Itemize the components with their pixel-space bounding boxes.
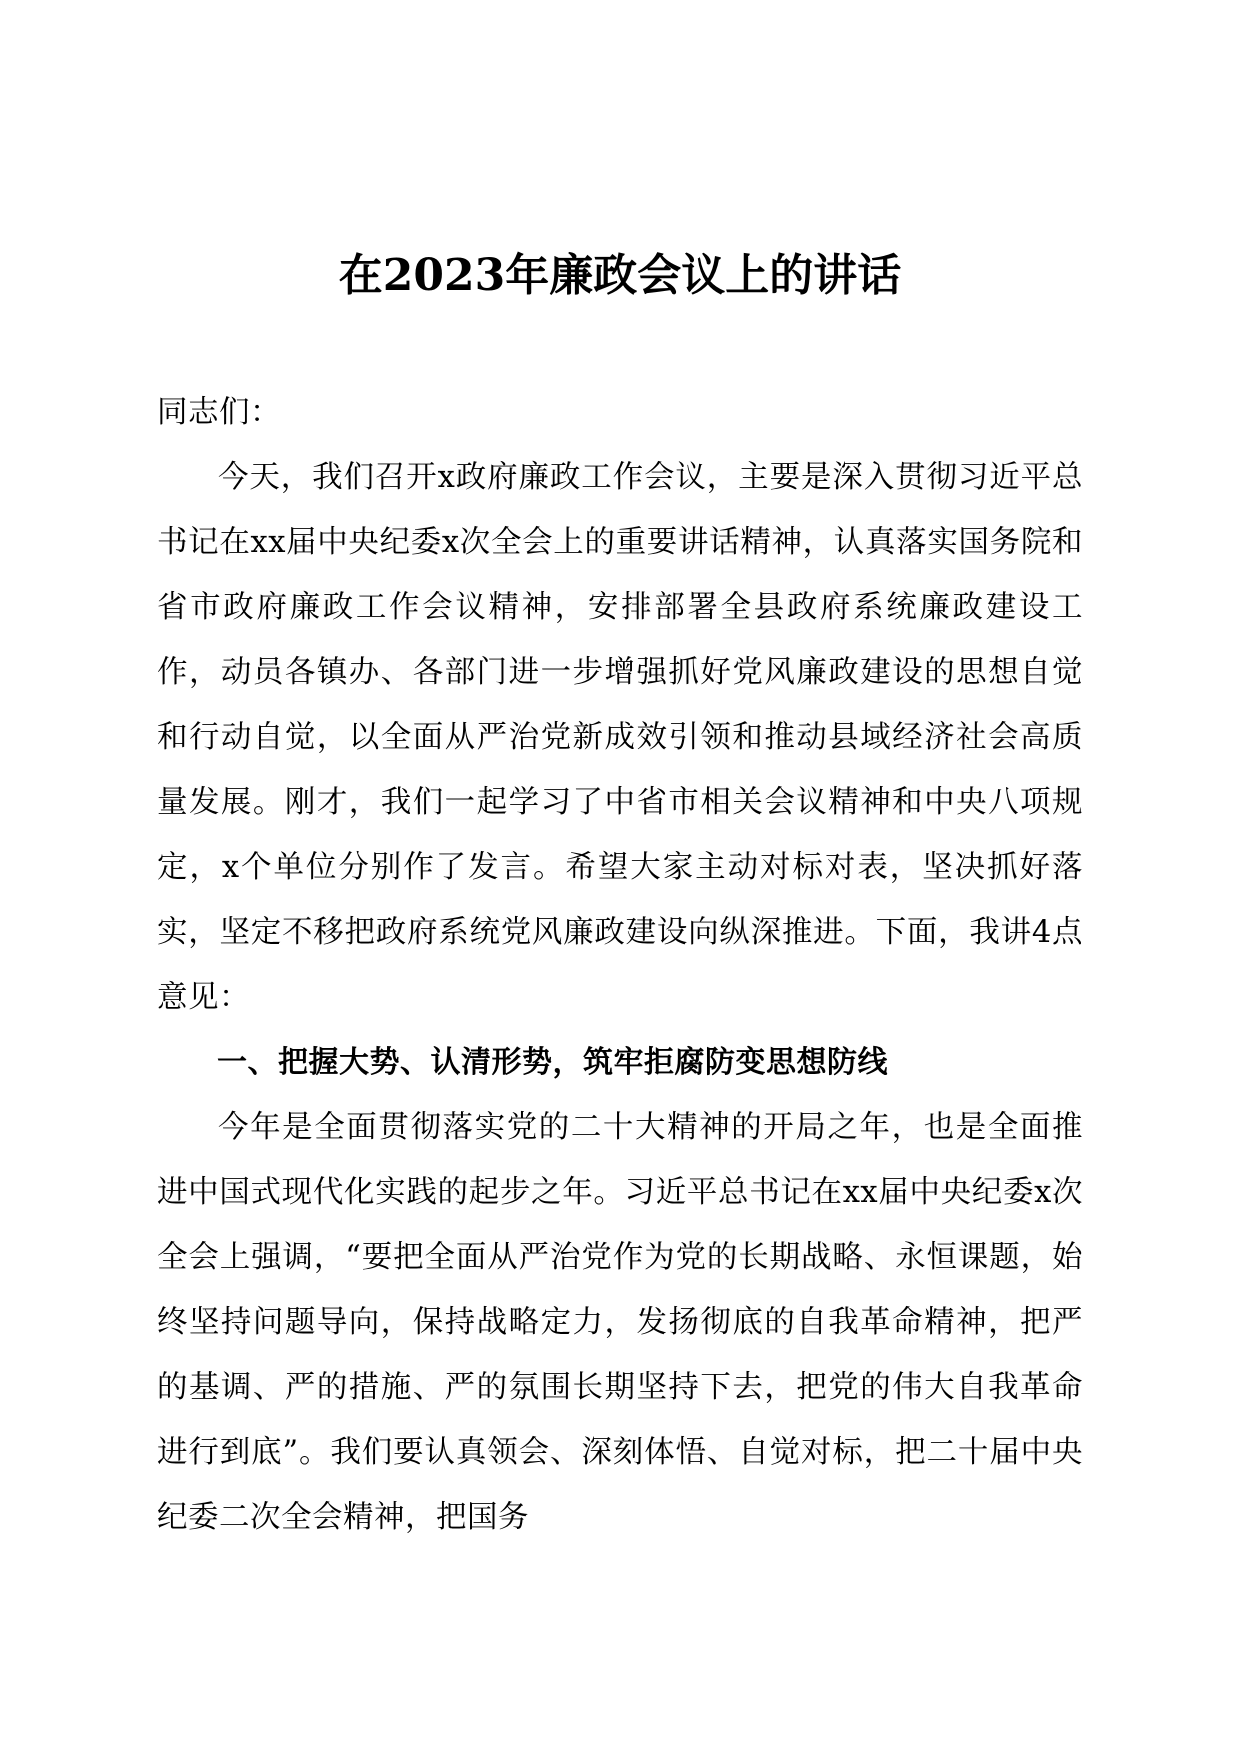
section-heading-1: 一、把握大势、认清形势，筑牢拒腐防变思想防线 xyxy=(217,1045,888,1080)
greeting: 同志们： xyxy=(157,395,281,430)
paragraph-section-1: 今年是全面贯彻落实党的二十大精神的开局之年，也是全面推进中国式现代化实践的起步之年。习近平总书记在xx届中央纪委x次全会上强调，“要把全面从严治党作为党的长期战略、永恒课题，始终坚持问题导向，保持战略定力，发扬彻底的自我革命精神，把严的基调、严的措施、严的氛围长期坚持下去，把党的伟大自我革命进行到底”。我们要认真领会、深刻体悟、自觉对标，把二十届中央纪委二次全会精神，把国务 xyxy=(157,1110,1083,1535)
document-title: 在2023年廉政会议上的讲话 xyxy=(338,250,902,301)
paragraph-intro: 今天，我们召开x政府廉政工作会议，主要是深入贯彻习近平总书记在xx届中央纪委x次全会上的重要讲话精神，认真落实国务院和省市政府廉政工作会议精神，安排部署全县政府系统廉政建设工作，动员各镇办、各部门进一步增强抓好党风廉政建设的思想自觉和行动自觉，以全面从严治党新成效引领和推动县域经济社会高质量发展。刚才，我们一起学习了中省市相关会议精神和中央八项规定，x个单位分别作了发言。希望大家主动对标对表，坚决抓好落实，坚定不移把政府系统党风廉政建设向纵深推进。下面，我讲4点意见： xyxy=(157,460,1083,1015)
document-body xyxy=(157,380,1083,1550)
